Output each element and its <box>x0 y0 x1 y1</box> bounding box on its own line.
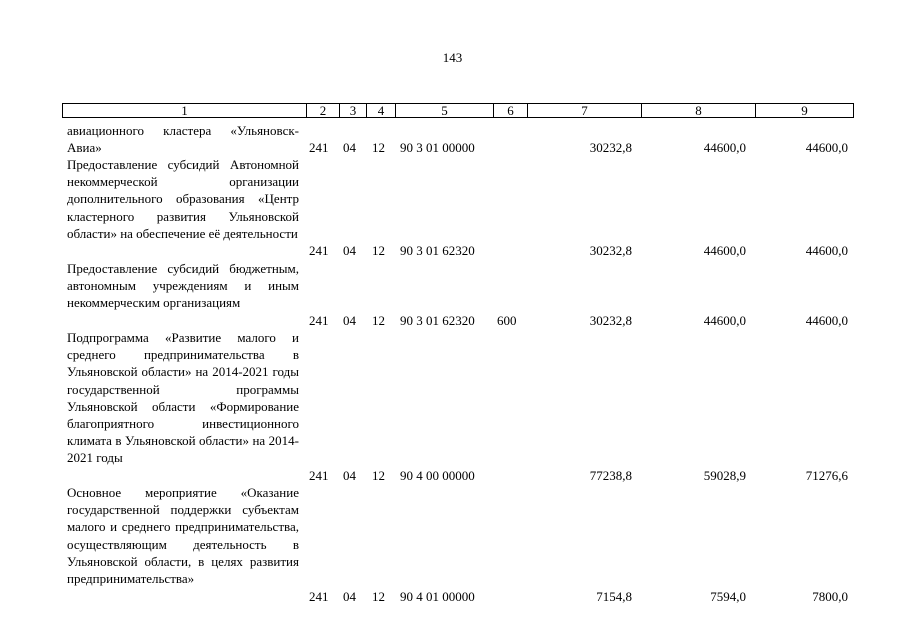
row-col7: 77238,8 <box>589 468 632 483</box>
row-col8: 44600,0 <box>703 140 746 155</box>
row-col2: 241 <box>309 468 329 483</box>
column-header-2: 2 <box>307 104 340 118</box>
row-col7: 7154,8 <box>596 589 632 604</box>
row-col9: 7800,0 <box>812 589 848 604</box>
row-col3: 04 <box>343 140 356 155</box>
row-col4: 12 <box>372 589 385 604</box>
row-col5: 90 4 00 00000 <box>400 468 475 483</box>
row-col5: 90 3 01 00000 <box>400 140 475 155</box>
column-header-8: 8 <box>642 104 756 118</box>
row-col3: 04 <box>343 313 356 328</box>
column-header-9: 9 <box>756 104 854 118</box>
row-col3: 04 <box>343 589 356 604</box>
row-col3: 04 <box>343 243 356 258</box>
row-description: авиационного кластера «Ульяновск-Авиа» <box>67 123 299 156</box>
row-col6: 600 <box>497 313 517 328</box>
column-header-row <box>62 103 854 118</box>
row-col9: 44600,0 <box>805 140 848 155</box>
row-description: Подпрограмма «Развитие малого и среднего предпринимательства в Ульяновской области» на 2014-2021 годы государственной программы Ульяновской области «Формирование благоприятного инвестиционного климата в Ульяновской области» на 2014-2021 годы <box>67 330 299 466</box>
row-col8: 44600,0 <box>703 243 746 258</box>
column-header-5: 5 <box>396 104 494 118</box>
row-col2: 241 <box>309 243 329 258</box>
column-header-4: 4 <box>367 104 396 118</box>
row-description: Предоставление субсидий бюджетным, автономным учреждениям и иным некоммерческим организациям <box>67 261 299 311</box>
row-col9: 44600,0 <box>805 313 848 328</box>
row-col8: 59028,9 <box>703 468 746 483</box>
row-col4: 12 <box>372 468 385 483</box>
row-col7: 30232,8 <box>589 313 632 328</box>
row-col9: 44600,0 <box>805 243 848 258</box>
row-description: Основное мероприятие «Оказание государственной поддержки субъектам малого и среднего предпринимательства, осуществляющим деятельность в Ульяновской области, в целях развития предпринимательства» <box>67 485 299 587</box>
row-col2: 241 <box>309 313 329 328</box>
row-col4: 12 <box>372 313 385 328</box>
row-col4: 12 <box>372 140 385 155</box>
column-header-6: 6 <box>494 104 528 118</box>
row-col2: 241 <box>309 140 329 155</box>
row-col3: 04 <box>343 468 356 483</box>
row-col9: 71276,6 <box>805 468 848 483</box>
row-col8: 7594,0 <box>710 589 746 604</box>
row-col8: 44600,0 <box>703 313 746 328</box>
page-number: 143 <box>442 50 463 65</box>
row-col5: 90 4 01 00000 <box>400 589 475 604</box>
row-col7: 30232,8 <box>589 243 632 258</box>
row-col5: 90 3 01 62320 <box>400 313 475 328</box>
column-header-1: 1 <box>63 104 307 118</box>
row-col7: 30232,8 <box>589 140 632 155</box>
row-col4: 12 <box>372 243 385 258</box>
row-col5: 90 3 01 62320 <box>400 243 475 258</box>
column-header-3: 3 <box>340 104 367 118</box>
row-col2: 241 <box>309 589 329 604</box>
column-header-7: 7 <box>528 104 642 118</box>
row-description: Предоставление субсидий Автономной некоммерческой организации дополнительного образования «Центр кластерного развития Ульяновской области» на обеспечение её деятельности <box>67 157 299 241</box>
